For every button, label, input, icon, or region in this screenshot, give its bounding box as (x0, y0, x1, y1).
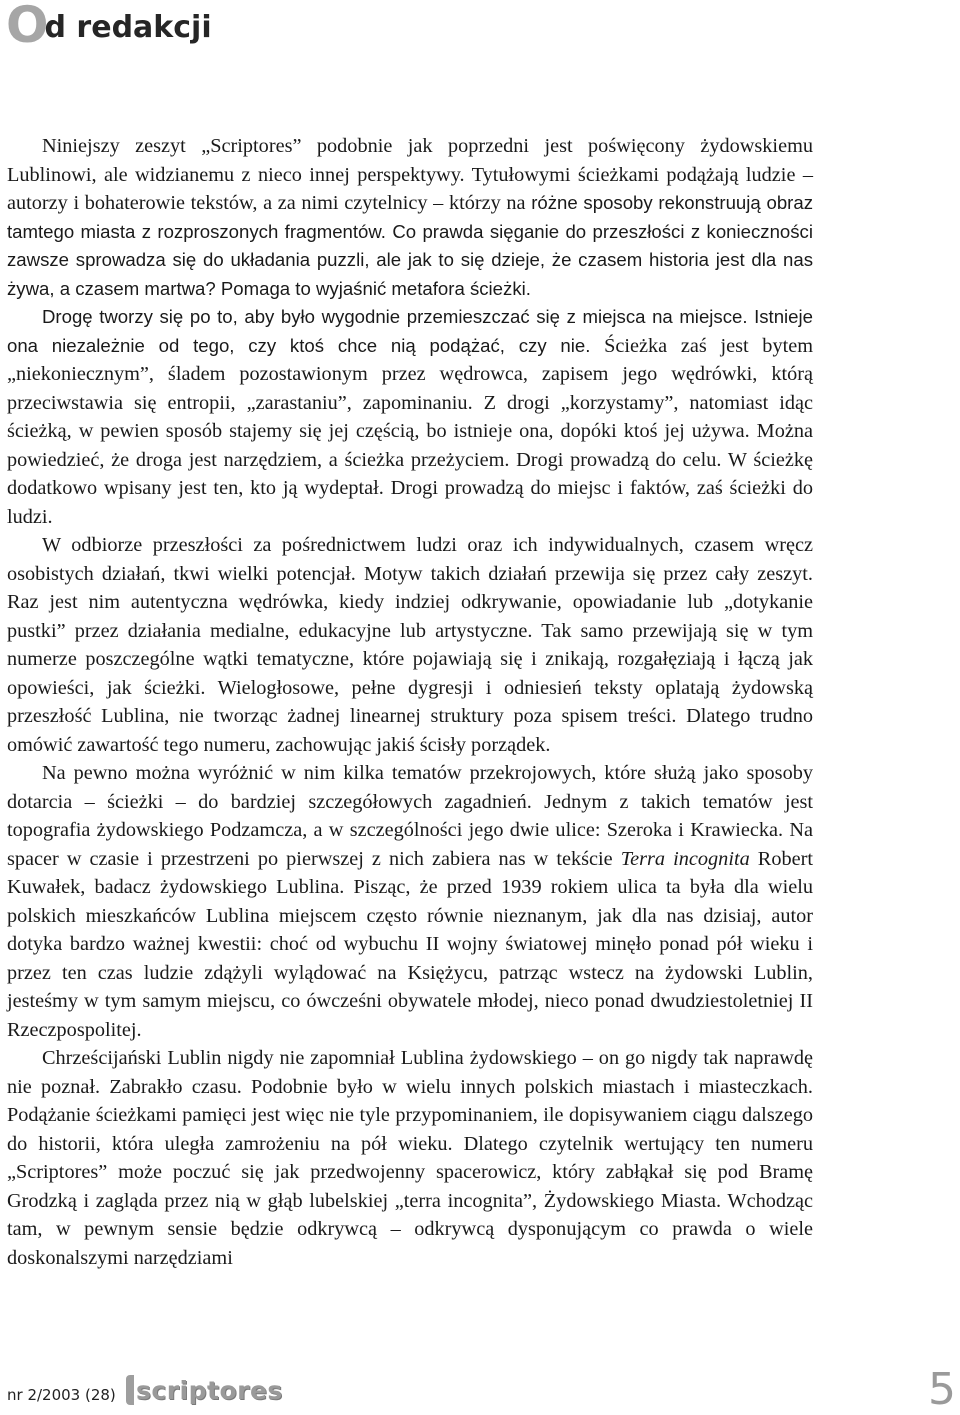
paragraph-2-serif: Ścieżka zaś jest bytem „niekoniecznym”, śladem pozostawionym przez wędrowca, zapisem jego wędrówki, którą przeciwstawia się entropii, „zarastaniu”, zapominaniu. Z drogi „korzystamy”, natomiast idąc ścieżką, w pewien sposób stajemy się jej częścią, bo istnieje ona, dopóki ktoś jej używa. Można powiedzieć, że droga jest narzędziem, a ścieżka przeżyciem. Drogi prowadzą do celu. W ścieżkę dodatkowo wpisany jest ten, kto ją wydeptał. Drogi prowadzą do miejsc i faktów, zaś ścieżki do ludzi. (7, 334, 814, 528)
paragraph-3: W odbiorze przeszłości za pośrednictwem ludzi oraz ich indywidualnych, czasem wręcz osobistych działań, tkwi wielki potencjał. Motyw takich działań przewija się przez cały zeszyt. Raz jest nim autentyczna wędrówka, kiedy indziej odkrywanie, opowiadanie lub „dotykanie pustki” przez działania medialne, edukacyjne lub artystyczne. Tak samo przewijają się w tym numerze poszczególne wątki tematyczne, które pojawiają się i znikają, rozgałęziają i łączą jak opowieści, jak ścieżki. Wielogłosowe, pełne dygresji i odniesień teksty oplatają żydowską przeszłość Lublina, nie tworząc żadnej linearnej struktury poza spisem treści. Dlatego trudno omówić zawartość tego numeru, zachowując jakiś ścisły porządek. (7, 534, 813, 756)
logo-wordmark: scriptores (136, 1375, 283, 1405)
paragraph-4-italic-title: Terra incognita (620, 847, 750, 870)
paragraph-4-text-a: Na pewno można wyróżnić w nim kilka tematów przekrojowych, które służą jako sposoby dotarcia – ścieżki – do bardziej szczegółowych zagadnień. Jednym z takich tematów jest topografia żydowskiego Podzamcza, a w szczególności jego dwie ulice: Szeroka i Krawiecka. Na spacer w czasie i przestrzeni po pierwszej z nich zabiera nas w tekście (7, 762, 813, 870)
scriptores-logo (126, 1372, 283, 1408)
paragraph-4-text-b: Robert Kuwałek, badacz żydowskiego Lublina. Pisząc, że przed 1939 rokiem ulica ta była dla wielu polskich mieszkańców Lublina miejscem często równie nieznanym, jak dla nas dzisiaj, autor dotyka bardzo ważnej kwestii: choć od wybuchu II wojny światowej minęło ponad pół wieku i przez ten czas ludzie zdążyli wylądować na Księżycu, patrząc wstecz na żydowski Lublin, jesteśmy w tym samym miejscu, co ówcześni obywatele młodej, nieco ponad dwudziestoletniej II Rzeczpospolitej. (7, 847, 813, 1041)
paragraph-1-sans: różne sposoby rekonstruują obraz tamtego miasta z rozproszonych fragmentów. Co prawda sięganie do przeszłości z konieczności zawsze sprowadza się do układania puzzli, ale jak to się dzieje, że czasem historia jest dla nas żywa, a czasem martwa? Pomaga to wyjaśnić metafora ścieżki. (7, 192, 813, 299)
article-body (7, 132, 813, 1272)
paragraph-1 (7, 132, 813, 303)
paragraph-2-sans: Drogę tworzy się po to, aby było wygodnie przemieszczać się z miejsca na miejsce. Istnieje ona niezależnie od tego, czy ktoś chce nią podążać, czy nie. (7, 306, 813, 356)
paragraph-1-serif: Niniejszy zeszyt „Scriptores” podobnie jak poprzedni jest poświęcony żydowskiemu Lublinowi, ale widzianemu z nieco innej perspektywy. Tytułowymi ścieżkami podążają ludzie – autorzy i bohaterowie tekstów, a za nimi czytelnicy – którzy na (7, 135, 813, 214)
page-number: 5 (928, 1364, 956, 1415)
paragraph-5: Chrześcijański Lublin nigdy nie zapomniał Lublina żydowskiego – on go nigdy tak naprawdę nie poznał. Zabrakło czasu. Podobnie było w wielu innych polskich miastach i miasteczkach. Podążanie ścieżkami pamięci jest więc nie tyle przypominaniem, ile dopisywaniem ciągu dalszego do historii, która uległa zamrożeniu na pół wieku. Dlatego czytelnik wertujący ten numeru „Scriptores” może poczuć się jak przedwojenny spacerowicz, który zabłąkał się pod Bramę Grodzką i zagląda przez nią w głąb lubelskiej „terra incognita”, Żydowskiego Miasta. Wchodząc tam, w pewnym sensie będzie odkrywcą – odkrywcą dysponującym co prawda o wiele doskonalszymi narzędziami (7, 1047, 813, 1269)
paragraph-4 (7, 759, 813, 1044)
section-header (6, 0, 212, 54)
section-title-initial: O (6, 0, 45, 54)
issue-number: nr 2/2003 (28) (7, 1386, 116, 1404)
section-title: d redakcji (44, 10, 212, 45)
logo-mark-icon (126, 1375, 134, 1405)
paragraph-2 (7, 303, 813, 531)
